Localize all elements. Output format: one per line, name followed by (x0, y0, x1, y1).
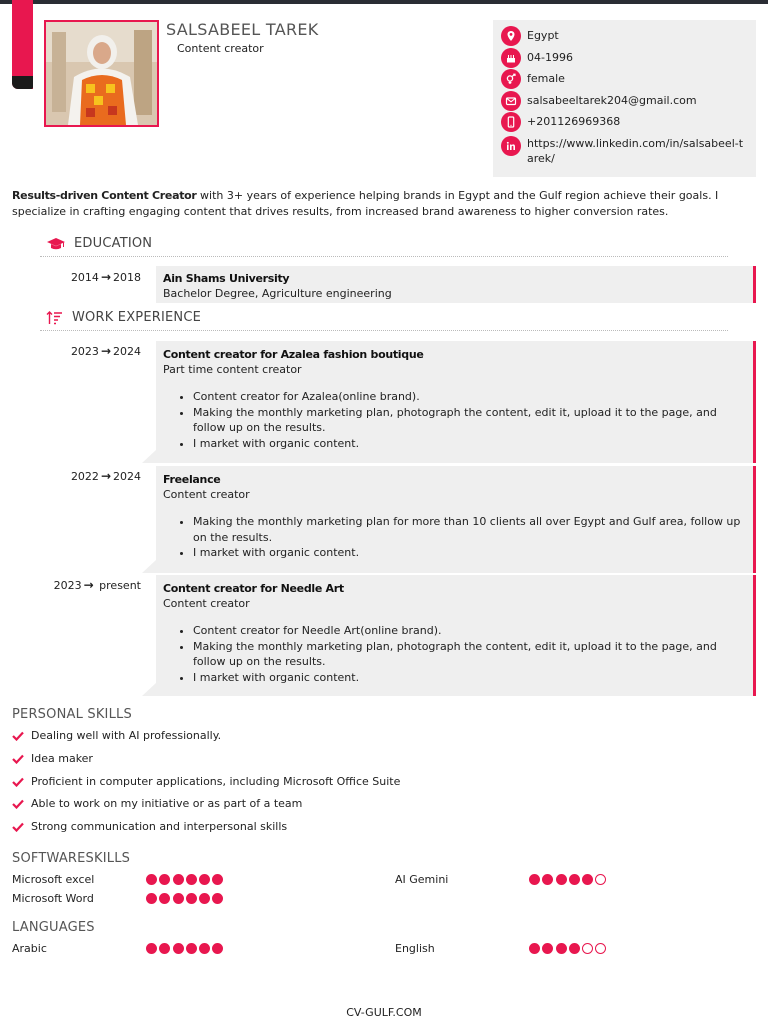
skill-item (12, 820, 287, 833)
rating-dot-filled (542, 943, 553, 954)
contact-birthdate (501, 50, 748, 72)
rating-dot-filled (146, 874, 157, 885)
list-item: • I market with organic content. (193, 670, 741, 686)
check-icon (12, 731, 24, 741)
contact-email[interactable] (501, 93, 748, 115)
sort-list-icon (46, 311, 64, 325)
job-3-notch (142, 683, 156, 696)
rating-dot-filled (159, 943, 170, 954)
check-icon (12, 777, 24, 787)
software-skill-name: Microsoft excel (12, 873, 95, 886)
education-date (51, 270, 141, 284)
list-item: • Content creator for Needle Art(online brand). (193, 623, 741, 639)
rating-dots (146, 874, 226, 885)
skill-text: Strong communication and interpersonal skills (31, 820, 288, 833)
contact-gender (501, 71, 748, 93)
contact-phone-link[interactable]: +201126969368 (527, 115, 621, 128)
profile-summary (12, 188, 754, 220)
rating-dot-filled (146, 893, 157, 904)
contact-linkedin[interactable] (501, 136, 748, 166)
rating-dot-filled (199, 874, 210, 885)
job-1-bullets (193, 389, 741, 451)
skill-text: Idea maker (31, 752, 93, 765)
rating-dot-filled (199, 893, 210, 904)
rating-dots (529, 874, 609, 885)
check-icon (12, 799, 24, 809)
rating-dot-filled (582, 874, 593, 885)
job-1-notch (142, 450, 156, 463)
list-item: • I market with organic content. (193, 436, 741, 452)
birthday-cake-icon (501, 48, 521, 68)
candidate-title: Content creator (177, 42, 264, 55)
language-name: Arabic (12, 942, 47, 955)
rating-dots (146, 943, 226, 954)
software-skills-heading: SOFTWARESKILLS (12, 851, 131, 866)
job-2-bullets (193, 514, 741, 561)
top-border (0, 0, 768, 4)
date-from: 2023 (53, 579, 82, 592)
rating-dot-filled (159, 874, 170, 885)
job-2-role: Freelance (163, 473, 221, 486)
gender-icon (501, 69, 521, 89)
job-3-role: Content creator for Needle Art (163, 582, 344, 595)
rating-dot-filled (186, 874, 197, 885)
contact-linkedin-link[interactable]: https://www.linkedin.com/in/salsabeel-tarek/ (527, 136, 744, 165)
date-to: present (99, 579, 141, 592)
arrow-right-icon: → (100, 344, 111, 358)
rating-dot-filled (569, 943, 580, 954)
rating-dots (146, 893, 226, 904)
languages-heading: LANGUAGES (12, 920, 95, 935)
job-1-subtitle: Part time content creator (163, 363, 302, 376)
education-entry (156, 266, 756, 303)
contact-panel (493, 20, 756, 177)
rating-dot-filled (173, 893, 184, 904)
contact-location-text: Egypt (527, 29, 559, 42)
check-icon (12, 754, 24, 764)
rating-dot-filled (173, 874, 184, 885)
job-3-entry (156, 575, 756, 696)
arrow-right-icon: → (83, 578, 94, 592)
graduation-cap-icon (46, 237, 66, 251)
language-row (395, 942, 609, 955)
language-name: English (395, 942, 435, 955)
education-school: Ain Shams University (163, 272, 290, 285)
skill-item (12, 797, 302, 810)
rating-dot-filled (159, 893, 170, 904)
job-1-entry (156, 341, 756, 463)
education-heading-text: EDUCATION (74, 236, 153, 251)
skill-text: Dealing well with AI professionally. (31, 729, 222, 742)
candidate-name: SALSABEEL TAREK (166, 20, 319, 39)
rating-dot-filled (529, 874, 540, 885)
phone-icon (501, 112, 521, 132)
profile-photo (44, 20, 159, 127)
date-to: 2018 (113, 271, 141, 284)
date-from: 2023 (70, 345, 99, 358)
linkedin-icon (501, 136, 521, 156)
skill-item (12, 729, 221, 742)
summary-lead: Results-driven Content Creator (12, 189, 197, 202)
job-1-date (51, 344, 141, 358)
contact-birthdate-text: 04-1996 (527, 50, 573, 64)
job-3-subtitle: Content creator (163, 597, 250, 610)
rating-dot-filled (542, 874, 553, 885)
footer-brand[interactable]: CV-GULF.COM (346, 1006, 422, 1019)
skill-text: Proficient in computer applications, including Microsoft Office Suite (31, 775, 401, 788)
job-2-subtitle: Content creator (163, 488, 250, 501)
skill-item (12, 752, 93, 765)
rating-dot-filled (569, 874, 580, 885)
software-skill-name: Microsoft Word (12, 892, 94, 905)
date-to: 2024 (113, 470, 141, 483)
education-divider (40, 256, 728, 257)
rating-dot-empty (595, 874, 606, 885)
rating-dot-filled (173, 943, 184, 954)
work-heading-text: WORK EXPERIENCE (72, 310, 202, 325)
rating-dot-filled (186, 943, 197, 954)
list-item: • Making the monthly marketing plan for more than 10 clients all over Egypt and Gulf area, follow up on the results. (193, 514, 741, 545)
job-2-date (51, 469, 141, 483)
education-degree: Bachelor Degree, Agriculture engineering (163, 287, 392, 300)
list-item: • I market with organic content. (193, 545, 741, 561)
skill-item (12, 775, 400, 788)
rating-dot-filled (212, 874, 223, 885)
rating-dot-empty (595, 943, 606, 954)
software-skill-row (12, 892, 226, 905)
rating-dot-filled (556, 943, 567, 954)
check-icon (12, 822, 24, 832)
skill-text: Able to work on my initiative or as part of a team (31, 797, 303, 810)
rating-dot-filled (212, 893, 223, 904)
location-icon (501, 26, 521, 46)
personal-skills-heading: PERSONAL SKILLS (12, 707, 132, 722)
rating-dot-filled (212, 943, 223, 954)
summary-text: with 3+ years of experience helping brands in Egypt and the Gulf region achieve their goals. I specialize in crafting engaging content that drives results, from increased brand awareness to higher conversion rates. (12, 189, 719, 218)
date-from: 2022 (70, 470, 99, 483)
work-heading (46, 310, 201, 325)
rating-dot-filled (556, 874, 567, 885)
job-2-entry (156, 466, 756, 573)
contact-email-link[interactable]: salsabeeltarek204@gmail.com (527, 93, 697, 107)
date-to: 2024 (113, 345, 141, 358)
software-skill-row (12, 873, 226, 886)
arrow-right-icon: → (100, 469, 111, 483)
rating-dot-empty (582, 943, 593, 954)
education-heading (46, 236, 152, 251)
rating-dot-filled (186, 893, 197, 904)
email-icon (501, 91, 521, 111)
accent-bar-cap (12, 76, 33, 89)
list-item: • Making the monthly marketing plan, photograph the content, edit it, upload it to the page, and follow up on the results. (193, 405, 741, 436)
job-2-notch (142, 560, 156, 573)
arrow-right-icon: → (100, 270, 111, 284)
job-3-date (51, 578, 141, 592)
rating-dot-filled (146, 943, 157, 954)
software-skill-row (395, 873, 609, 886)
job-1-role: Content creator for Azalea fashion boutique (163, 348, 424, 361)
work-divider (40, 330, 728, 331)
date-from: 2014 (70, 271, 99, 284)
contact-location (501, 28, 748, 50)
list-item: • Content creator for Azalea(online brand). (193, 389, 741, 405)
job-3-bullets (193, 623, 741, 685)
software-skill-name: AI Gemini (395, 873, 449, 886)
language-row (12, 942, 226, 955)
rating-dot-filled (529, 943, 540, 954)
list-item: • Making the monthly marketing plan, photograph the content, edit it, upload it to the page, and follow up on the results. (193, 639, 741, 670)
rating-dot-filled (199, 943, 210, 954)
rating-dots (529, 943, 609, 954)
contact-phone[interactable] (501, 114, 748, 136)
contact-gender-text: female (527, 72, 565, 85)
